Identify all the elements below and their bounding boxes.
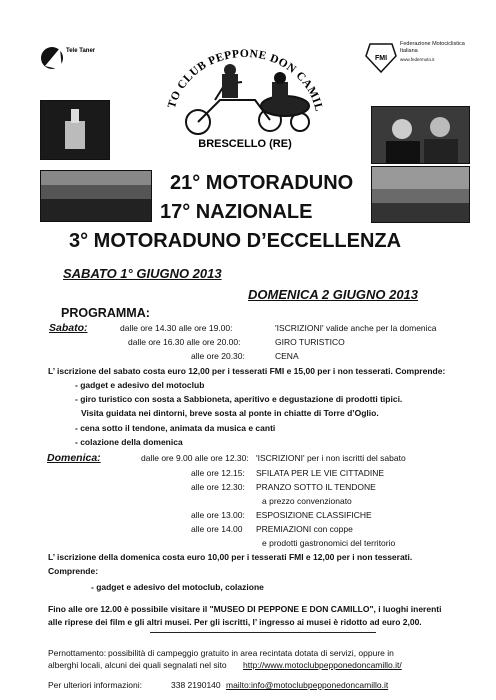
fmi-url: www.federmoto.it: [400, 57, 435, 63]
title-motoraduno: 21° MOTORADUNO: [170, 172, 354, 194]
title-eccellenza: 3° MOTORADUNO D’ECCELLENZA: [69, 230, 402, 252]
info-phone: 338 2190140: [171, 680, 221, 690]
saturday-desc-3: CENA: [275, 351, 299, 361]
svg-text:FMI: FMI: [374, 55, 388, 62]
saturday-cost: L’ iscrizione del sabato costa euro 12,00 per i tesserati FMI e 15,00 per i non tesserati. Comprende:: [48, 366, 446, 376]
saturday-desc-1: 'ISCRIZIONI' valide anche per la domenica: [275, 323, 437, 333]
sunday-date: DOMENICA 2 GIUGNO 2013: [248, 287, 419, 302]
moto-club-logo: [160, 34, 330, 154]
saturday-include-4: - cena sotto il tendone, animata da musica e canti: [75, 423, 276, 433]
saturday-label: Sabato:: [49, 322, 88, 334]
saturday-time-3: alle ore 20.30:: [191, 351, 245, 361]
info-email-link[interactable]: mailto:info@motoclubpepponedoncamillo.it: [226, 680, 389, 690]
saturday-include-5: - colazione della domenica: [75, 437, 183, 447]
fmi-name: Federazione Motociclistica Italiana: [400, 41, 465, 54]
sunday-desc-2: SFILATA PER LE VIE CITTADINE: [256, 468, 385, 478]
saturday-include-1: - gadget e adesivo del motoclub: [75, 380, 205, 390]
photo-peppone-don-camillo: [371, 106, 470, 164]
sunday-desc-6: PREMIAZIONI con coppe: [256, 524, 353, 534]
saturday-time-1: dalle ore 14.30 alle ore 19.00:: [120, 323, 233, 333]
sunday-time-2: alle ore 12.15:: [191, 468, 245, 478]
info-label: Per ulteriori informazioni:: [48, 680, 143, 690]
sunday-time-1: dalle ore 9.00 alle ore 12.30:: [141, 453, 249, 463]
programma-heading: PROGRAMMA:: [61, 306, 150, 320]
sunday-comprende: Comprende:: [48, 566, 99, 576]
sunday-time-3: alle ore 12.30:: [191, 482, 245, 492]
museum-line-2: alle riprese dei film e gli altri musei. Per gli iscritti, l’ ingresso ai musei è ridotto ad euro 2,00.: [48, 617, 422, 627]
left-logo-text: Tele Taner: [66, 48, 96, 54]
sunday-desc-3: PRANZO SOTTO IL TENDONE: [256, 482, 376, 492]
sunday-cost: L’ iscrizione della domenica costa euro 10,00 per i tesserati FMI e 12,00 per i non tesserati.: [48, 552, 413, 562]
overnight-label: Pernottamento:: [48, 648, 107, 658]
saturday-include-3: Visita guidata nei dintorni, breve sosta al ponte in chiatte di Torre d’Oglio.: [81, 408, 379, 418]
title-nazionale: 17° NAZIONALE: [160, 201, 313, 223]
tele-taner-logo: [40, 40, 96, 82]
museum-line-1: Fino alle ore 12.00 è possibile visitare il "MUSEO DI PEPPONE E DON CAMILLO", i luoghi inerenti: [48, 604, 442, 614]
overnight-line-2: alberghi locali, alcuni dei quali segnalati nel sito: [48, 660, 227, 670]
divider: [150, 632, 376, 633]
saturday-time-2: dalle ore 16.30 alle ore 20.00:: [128, 337, 241, 347]
sunday-desc-6b: e prodotti gastronomici del territorio: [262, 538, 396, 548]
sunday-label: Domenica:: [47, 452, 101, 464]
overnight-line-1: possibilità di campeggio gratuito in area recintata dotata di servizi, oppure in: [108, 648, 394, 658]
sunday-desc-5: ESPOSIZIONE CLASSIFICHE: [256, 510, 372, 520]
photo-town-square: [371, 166, 470, 223]
sunday-time-6: alle ore 14.00: [191, 524, 243, 534]
saturday-include-2: - giro turistico con sosta a Sabbioneta, aperitivo e degustazione di prodotti tipici.: [75, 394, 403, 404]
saturday-date: SABATO 1° GIUGNO 2013: [63, 266, 222, 281]
sunday-time-5: alle ore 13.00:: [191, 510, 245, 520]
sunday-include: - gadget e adesivo del motoclub, colazione: [91, 582, 264, 592]
fmi-logo: [362, 38, 467, 78]
club-arc-text: TO CLUB PEPPONE DON CAMIL: [165, 47, 325, 113]
sunday-desc-1: 'ISCRIZIONI' per i non iscritti del sabato: [256, 453, 406, 463]
club-location-text: BRESCELLO (RE): [198, 138, 292, 150]
sunday-desc-3b: a prezzo convenzionato: [262, 496, 352, 506]
photo-crowd-tent: [40, 170, 152, 222]
saturday-desc-2: GIRO TURISTICO: [275, 337, 345, 347]
photo-church-night: [40, 100, 110, 160]
overnight-website-link[interactable]: http://www.motoclubpepponedoncamillo.it/: [243, 660, 402, 670]
